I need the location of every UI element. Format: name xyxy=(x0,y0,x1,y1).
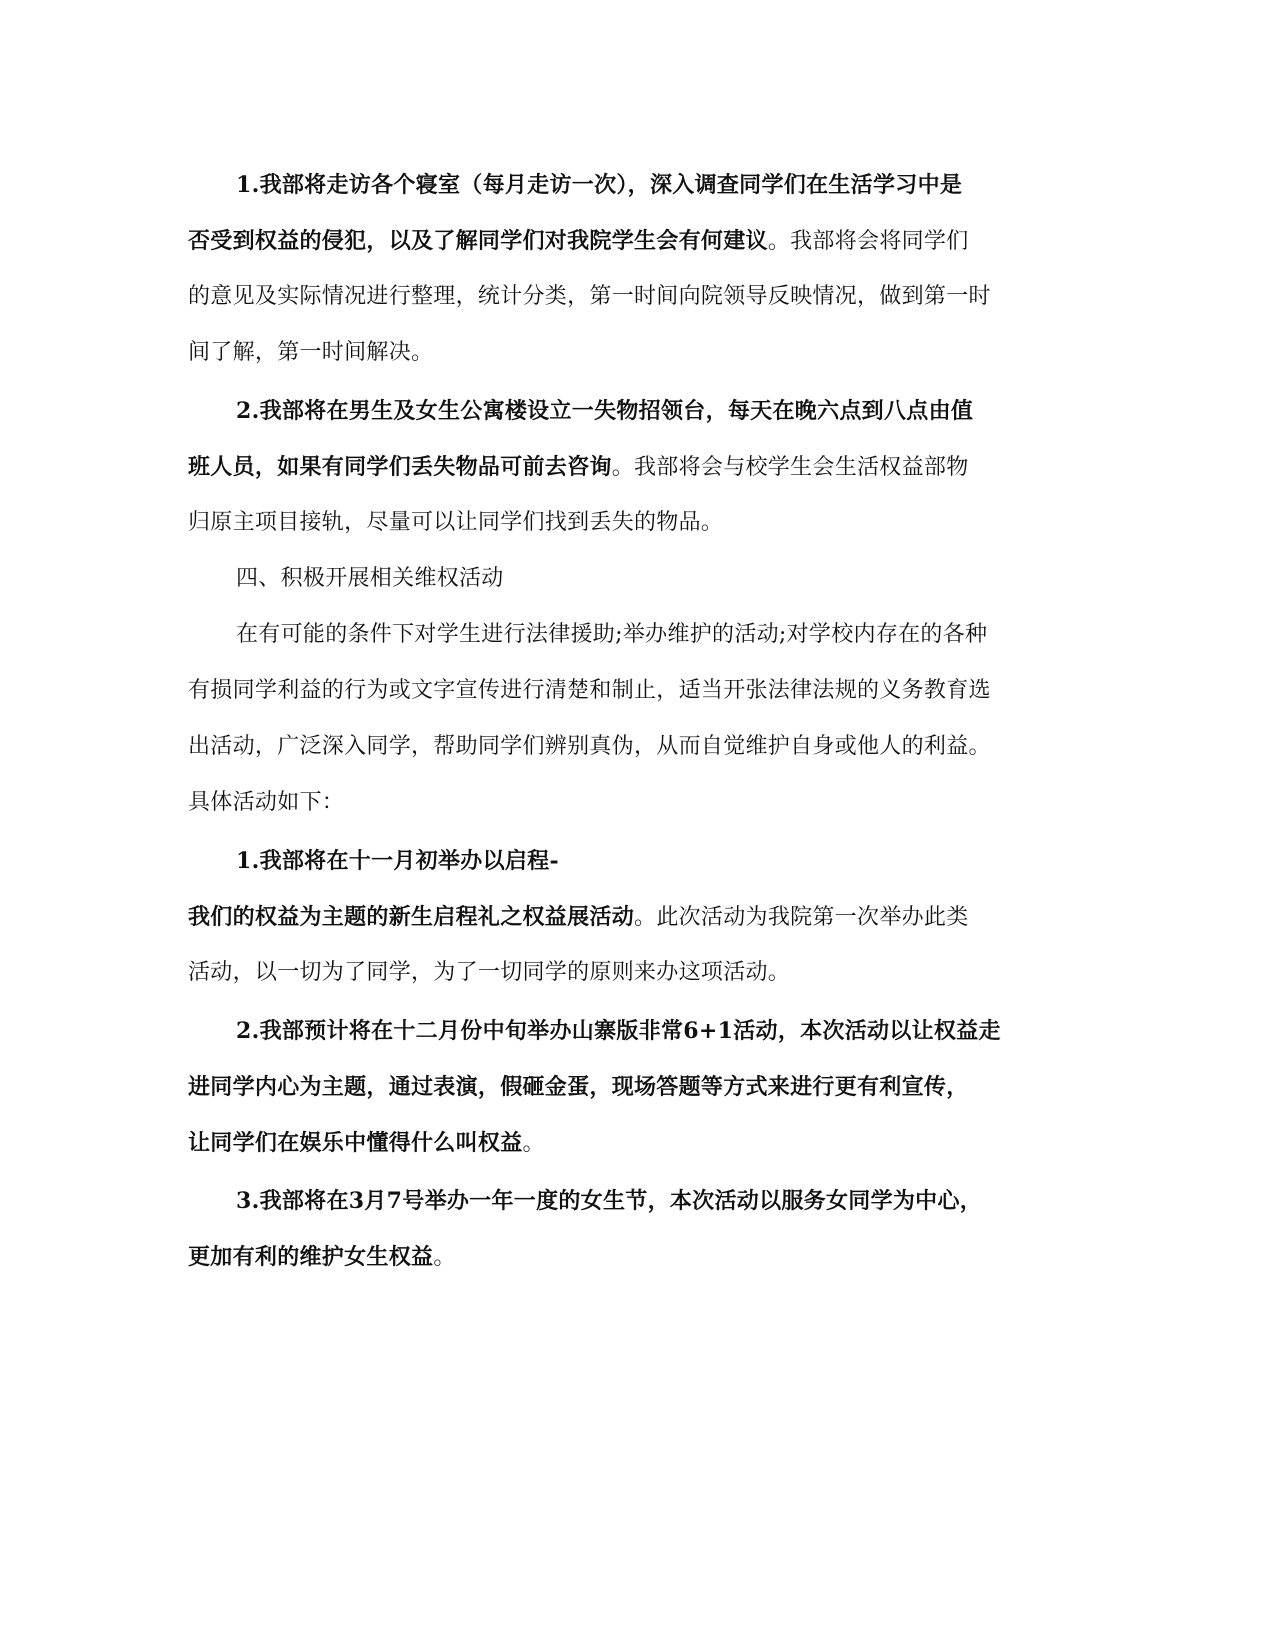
plain-text: 。 xyxy=(522,1131,545,1156)
bold-text: 我们的权益为主题的新生启程礼之权益展活动 xyxy=(188,904,635,930)
bold-text: 2.我部将在男生及女生公寓楼设立一失物招领台，每天在晚六点到八点由值 xyxy=(236,398,974,424)
plain-text: 。我部将会将同学们 xyxy=(767,229,969,254)
text-line xyxy=(188,732,1088,762)
plain-text: 归原主项目接轨，尽量可以让同学们找到丢失的物品。 xyxy=(188,510,724,535)
plain-text: 有损同学利益的行为或文字宣传进行清楚和制止，适当开张法律法规的义务教育选 xyxy=(188,678,991,703)
text-line xyxy=(236,1186,1136,1217)
bold-text: 让同学们在娱乐中懂得什么叫权益 xyxy=(188,1130,523,1156)
plain-text: 出活动，广泛深入同学，帮助同学们辨别真伪，从而自觉维护自身或他人的利益。 xyxy=(188,734,991,759)
text-line xyxy=(236,396,1136,427)
text-line xyxy=(188,508,1088,538)
bold-text: 否受到权益的侵犯，以及了解同学们对我院学生会有何建议 xyxy=(188,228,768,254)
plain-text: 。此次活动为我院第一次举办此类 xyxy=(634,905,969,930)
bold-text: 进同学内心为主题，通过表演，假砸金蛋，现场答题等方式来进行更有利宣传， xyxy=(188,1074,969,1100)
text-line xyxy=(188,452,1088,483)
plain-text: 具体活动如下： xyxy=(188,790,345,815)
plain-text: 活动，以一切为了同学，为了一切同学的原则来办这项活动。 xyxy=(188,960,791,985)
plain-text: 的意见及实际情况进行整理，统计分类，第一时间向院领导反映情况，做到第一时 xyxy=(188,284,991,309)
text-line xyxy=(236,620,1136,650)
bold-text: 班人员，如果有同学们丢失物品可前去咨询 xyxy=(188,454,612,480)
text-line xyxy=(188,676,1088,706)
text-line xyxy=(188,902,1088,933)
text-line xyxy=(188,788,1088,818)
text-line xyxy=(188,1128,1088,1159)
text-line xyxy=(188,958,1088,988)
text-line xyxy=(236,170,1136,201)
text-line xyxy=(188,338,1088,368)
bold-text: 2.我部预计将在十二月份中旬举办山寨版非常6+1活动，本次活动以让权益走 xyxy=(236,1018,1001,1044)
plain-text: 间了解，第一时间解决。 xyxy=(188,340,434,365)
plain-text: 在有可能的条件下对学生进行法律援助;举办维护的活动;对学校内存在的各种 xyxy=(236,622,988,647)
bold-text: 1.我部将走访各个寝室（每月走访一次），深入调查同学们在生活学习中是 xyxy=(236,172,963,198)
bold-text: 3.我部将在3月7号举办一年一度的女生节，本次活动以服务女同学为中心， xyxy=(236,1188,983,1214)
text-line xyxy=(236,846,1136,877)
text-line xyxy=(188,226,1088,257)
plain-text: 。 xyxy=(433,1245,456,1270)
text-line xyxy=(188,282,1088,312)
text-line xyxy=(188,1242,1088,1273)
bold-text: 更加有利的维护女生权益 xyxy=(188,1244,434,1270)
bold-text: 1.我部将在十一月初举办以启程- xyxy=(236,848,559,874)
plain-text: 。我部将会与校学生会生活权益部物 xyxy=(611,455,969,480)
text-line xyxy=(236,1016,1136,1047)
text-line xyxy=(188,1072,1088,1103)
section-heading xyxy=(236,564,1136,594)
plain-text: 四、积极开展相关维权活动 xyxy=(236,566,504,591)
